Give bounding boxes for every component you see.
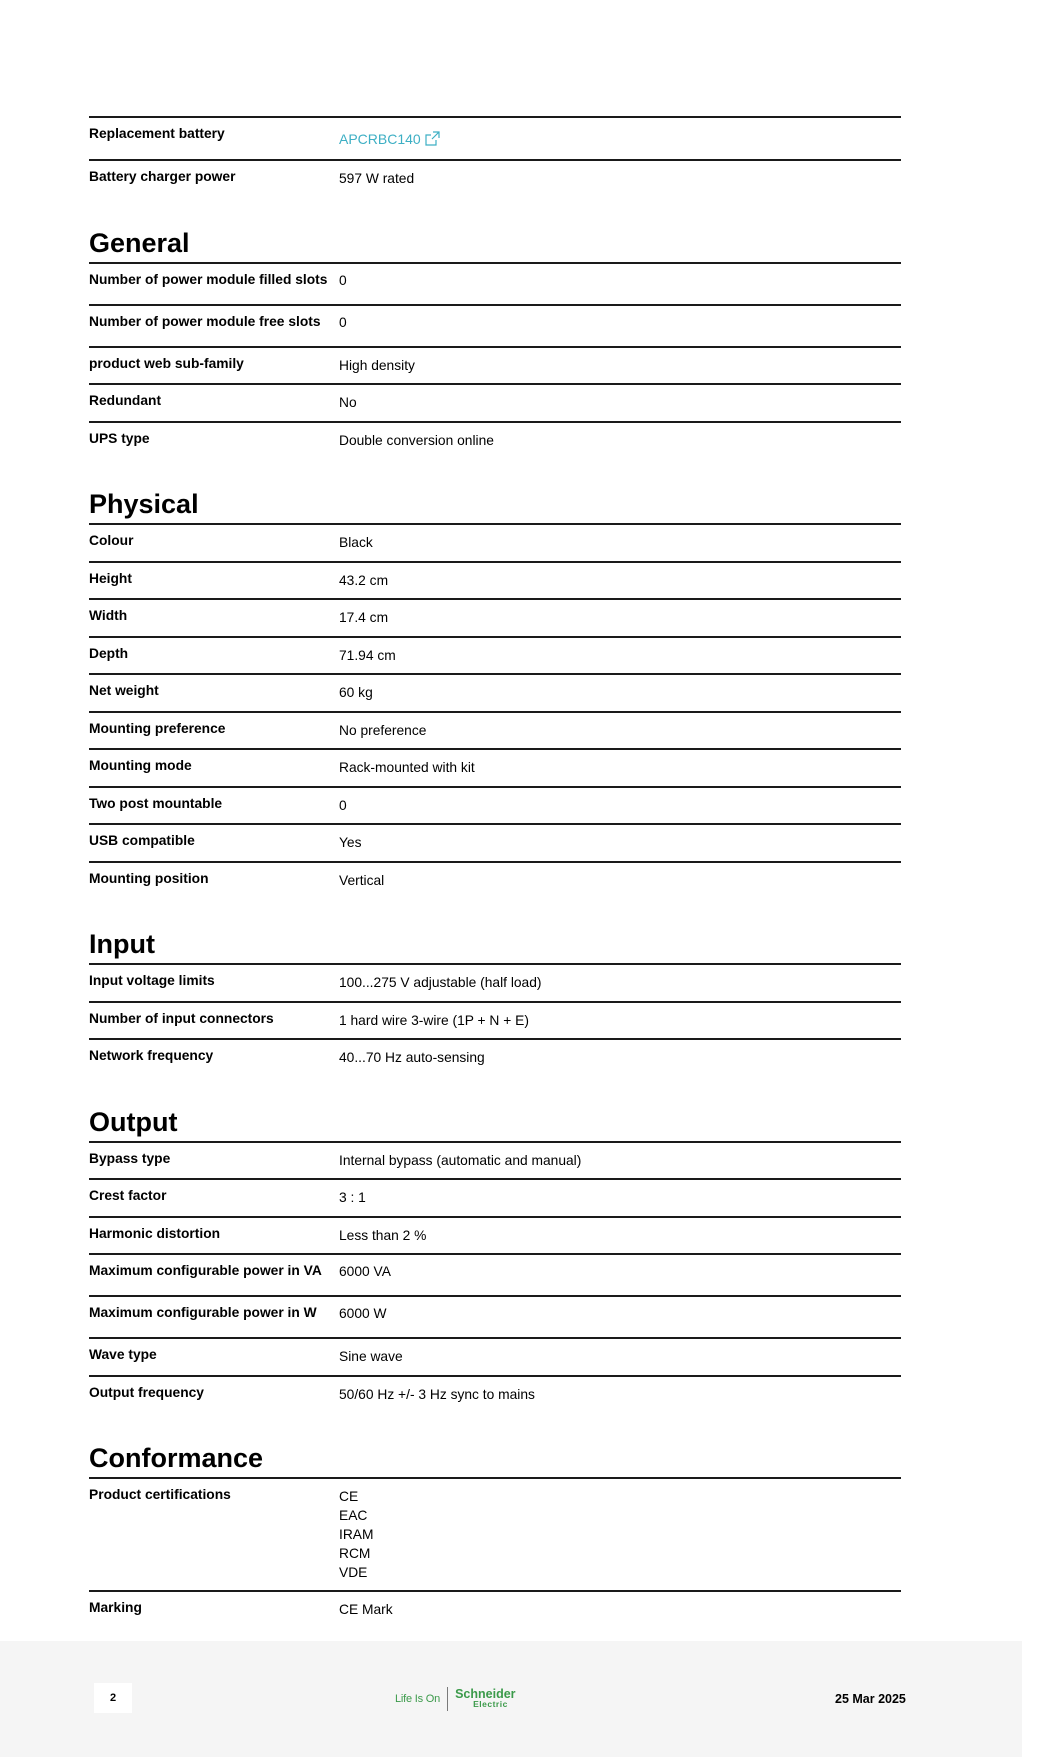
spec-row: [89, 1253, 901, 1295]
spec-row: [89, 636, 901, 674]
page-number: 2: [94, 1683, 132, 1713]
spec-label: Marking: [89, 1600, 142, 1615]
spec-label: Two post mountable: [89, 795, 223, 811]
section-title-input: Input: [89, 929, 155, 959]
spec-row-battery-charger-power: [89, 159, 901, 197]
spec-label: Bypass type: [89, 1150, 171, 1166]
spec-value: Sine wave: [339, 1349, 403, 1364]
spec-label: Net weight: [89, 683, 159, 698]
spec-value: 0: [339, 272, 347, 288]
spec-label: Number of power module free slots: [89, 313, 321, 329]
spec-value: Yes: [339, 835, 362, 850]
spec-row: [89, 1141, 901, 1179]
spec-row: [89, 1477, 901, 1590]
spec-value: 100...275 V adjustable (half load): [339, 975, 542, 990]
spec-value: No preference: [339, 722, 427, 738]
spec-row: [89, 346, 901, 384]
spec-label: USB compatible: [89, 833, 195, 848]
spec-value: Rack-mounted with kit: [339, 760, 475, 775]
logo-brand-line1: Schneider: [455, 1687, 516, 1701]
spec-row: [89, 1337, 901, 1375]
logo-divider: [447, 1687, 448, 1711]
certification-item: CE: [339, 1489, 359, 1504]
spec-label: Mounting preference: [89, 720, 226, 736]
spec-label: Mounting position: [89, 870, 209, 886]
spec-row: [89, 598, 901, 636]
spec-value: 0: [339, 797, 347, 813]
spec-value: 0: [339, 314, 347, 330]
spec-label: Width: [89, 608, 128, 623]
certification-item: EAC: [339, 1508, 368, 1523]
spec-value: Internal bypass (automatic and manual): [339, 1152, 582, 1168]
spec-value: CE Mark: [339, 1602, 393, 1617]
spec-row-replacement-battery: [89, 116, 901, 159]
spec-value: 40...70 Hz auto-sensing: [339, 1050, 485, 1065]
spec-value: 1 hard wire 3-wire (1P + N + E): [339, 1012, 529, 1028]
spec-value: 597 W rated: [339, 171, 415, 186]
spec-value: Double conversion online: [339, 432, 494, 448]
spec-row: [89, 673, 901, 711]
spec-value: [339, 118, 901, 159]
spec-label: Network frequency: [89, 1048, 214, 1063]
external-link-icon[interactable]: [425, 131, 440, 151]
spec-value: 71.94 cm: [339, 647, 396, 663]
spec-row: [89, 421, 901, 459]
spec-row: [89, 1590, 901, 1628]
spec-row: [89, 861, 901, 899]
spec-label: Number of power module filled slots: [89, 271, 328, 287]
spec-row: [89, 523, 901, 561]
spec-value: Black: [339, 535, 373, 550]
spec-label: Input voltage limits: [89, 973, 215, 988]
section-title-physical: Physical: [89, 489, 199, 519]
section-title-output: Output: [89, 1106, 178, 1137]
spec-label: Maximum configurable power in W: [89, 1305, 317, 1320]
spec-row: [89, 823, 901, 861]
spec-label: Wave type: [89, 1347, 157, 1362]
section-title-general: General: [89, 227, 190, 258]
spec-label: Harmonic distortion: [89, 1225, 221, 1241]
spec-label: UPS type: [89, 430, 150, 446]
spec-label: Output frequency: [89, 1384, 204, 1400]
spec-row: [89, 1295, 901, 1337]
spec-label: Depth: [89, 645, 129, 661]
spec-value-list: [339, 1479, 901, 1590]
spec-row: [89, 383, 901, 421]
spec-value: 6000 VA: [339, 1264, 391, 1279]
spec-value: 60 kg: [339, 685, 373, 700]
spec-row: [89, 748, 901, 786]
spec-row: [89, 786, 901, 824]
spec-label: Battery charger power: [89, 169, 236, 184]
spec-value: 6000 W: [339, 1306, 387, 1321]
spec-label: Number of input connectors: [89, 1010, 274, 1026]
spec-value: No: [339, 395, 357, 410]
print-date: 25 Mar 2025: [835, 1692, 906, 1706]
spec-label: Replacement battery: [89, 126, 225, 141]
spec-value: High density: [339, 357, 415, 373]
replacement-battery-link[interactable]: APCRBC140: [339, 131, 421, 147]
spec-value: 43.2 cm: [339, 572, 389, 588]
spec-row: [89, 1216, 901, 1254]
spec-row: [89, 1001, 901, 1039]
page-footer: [0, 1641, 1022, 1757]
spec-row: [89, 262, 901, 304]
spec-row: [89, 711, 901, 749]
spec-label: Redundant: [89, 393, 162, 408]
certification-item: VDE: [339, 1565, 368, 1580]
spec-value: Vertical: [339, 872, 385, 888]
spec-row: [89, 963, 901, 1001]
spec-label: Height: [89, 570, 132, 586]
spec-label: Maximum configurable power in VA: [89, 1263, 322, 1278]
spec-label: product web sub-family: [89, 355, 244, 371]
spec-label: Colour: [89, 533, 134, 548]
spec-value: 50/60 Hz +/- 3 Hz sync to mains: [339, 1386, 535, 1402]
logo-brand: [455, 1689, 515, 1709]
spec-row: [89, 304, 901, 346]
spec-value: 17.4 cm: [339, 610, 389, 625]
schneider-logo: [395, 1685, 516, 1713]
certification-item: IRAM: [339, 1527, 374, 1542]
logo-brand-line2: Electric: [473, 1699, 508, 1709]
spec-label: Crest factor: [89, 1188, 167, 1203]
logo-tagline: Life Is On: [395, 1693, 441, 1705]
spec-row: [89, 1375, 901, 1413]
spec-label: Product certifications: [89, 1487, 231, 1502]
section-title-conformance: Conformance: [89, 1443, 264, 1473]
spec-row: [89, 561, 901, 599]
spec-value: Less than 2 %: [339, 1227, 427, 1243]
spec-row: [89, 1178, 901, 1216]
spec-value: 3 : 1: [339, 1190, 366, 1205]
spec-table: [89, 116, 901, 1628]
spec-label: Mounting mode: [89, 758, 192, 773]
certification-item: RCM: [339, 1546, 371, 1561]
spec-row: [89, 1038, 901, 1076]
